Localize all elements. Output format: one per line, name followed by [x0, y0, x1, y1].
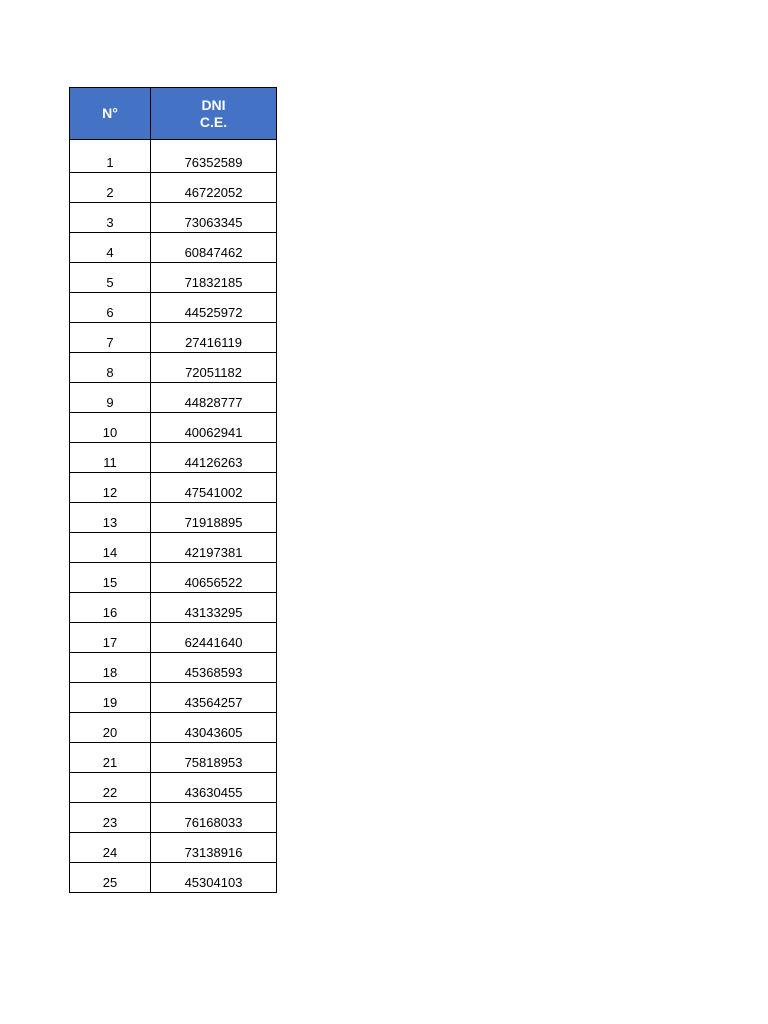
row-number-cell: 10 [70, 413, 151, 443]
row-number-cell: 11 [70, 443, 151, 473]
table-row [70, 833, 277, 863]
dni-cell: 43133295 [151, 593, 277, 623]
dni-cell: 76168033 [151, 803, 277, 833]
row-number-cell: 4 [70, 233, 151, 263]
table-row [70, 293, 277, 323]
header-dni-line2: C.E. [199, 113, 228, 130]
header-dni-line1: DNI [201, 96, 226, 113]
dni-cell: 27416119 [151, 323, 277, 353]
table-row [70, 803, 277, 833]
row-number-cell: 7 [70, 323, 151, 353]
table-row [70, 443, 277, 473]
row-number-cell: 2 [70, 173, 151, 203]
table-row [70, 323, 277, 353]
dni-cell: 73063345 [151, 203, 277, 233]
row-number-cell: 14 [70, 533, 151, 563]
table-row [70, 413, 277, 443]
dni-cell: 40062941 [151, 413, 277, 443]
dni-cell: 45368593 [151, 653, 277, 683]
header-num-label: N° [102, 105, 118, 121]
dni-cell: 47541002 [151, 473, 277, 503]
table-row [70, 653, 277, 683]
row-number-cell: 21 [70, 743, 151, 773]
table-row [70, 353, 277, 383]
table-row [70, 533, 277, 563]
row-number-cell: 3 [70, 203, 151, 233]
dni-cell: 73138916 [151, 833, 277, 863]
dni-cell: 60847462 [151, 233, 277, 263]
header-dni [151, 88, 277, 140]
table-row [70, 863, 277, 893]
row-number-cell: 6 [70, 293, 151, 323]
table-row [70, 593, 277, 623]
table-row [70, 503, 277, 533]
row-number-cell: 24 [70, 833, 151, 863]
dni-cell: 72051182 [151, 353, 277, 383]
dni-cell: 43630455 [151, 773, 277, 803]
dni-cell: 40656522 [151, 563, 277, 593]
row-number-cell: 22 [70, 773, 151, 803]
dni-cell: 71832185 [151, 263, 277, 293]
dni-cell: 44525972 [151, 293, 277, 323]
row-number-cell: 12 [70, 473, 151, 503]
table-row [70, 140, 277, 173]
row-number-cell: 23 [70, 803, 151, 833]
table-row [70, 233, 277, 263]
table-row [70, 263, 277, 293]
row-number-cell: 19 [70, 683, 151, 713]
row-number-cell: 17 [70, 623, 151, 653]
dni-cell: 42197381 [151, 533, 277, 563]
row-number-cell: 13 [70, 503, 151, 533]
table-row [70, 173, 277, 203]
table-row [70, 623, 277, 653]
dni-cell: 76352589 [151, 140, 277, 173]
dni-cell: 75818953 [151, 743, 277, 773]
row-number-cell: 18 [70, 653, 151, 683]
table-row [70, 383, 277, 413]
table-row [70, 563, 277, 593]
row-number-cell: 5 [70, 263, 151, 293]
table-body [70, 140, 277, 893]
row-number-cell: 25 [70, 863, 151, 893]
row-number-cell: 15 [70, 563, 151, 593]
dni-cell: 43564257 [151, 683, 277, 713]
dni-cell: 46722052 [151, 173, 277, 203]
dni-cell: 62441640 [151, 623, 277, 653]
row-number-cell: 1 [70, 140, 151, 173]
dni-cell: 43043605 [151, 713, 277, 743]
table-row [70, 203, 277, 233]
dni-cell: 44126263 [151, 443, 277, 473]
table-row [70, 713, 277, 743]
row-number-cell: 20 [70, 713, 151, 743]
row-number-cell: 16 [70, 593, 151, 623]
dni-table [69, 87, 277, 893]
row-number-cell: 8 [70, 353, 151, 383]
dni-cell: 71918895 [151, 503, 277, 533]
header-num [70, 88, 151, 140]
table-header-row [70, 88, 277, 140]
table-row [70, 473, 277, 503]
table-row [70, 773, 277, 803]
row-number-cell: 9 [70, 383, 151, 413]
table-row [70, 743, 277, 773]
table-row [70, 683, 277, 713]
dni-cell: 45304103 [151, 863, 277, 893]
dni-cell: 44828777 [151, 383, 277, 413]
